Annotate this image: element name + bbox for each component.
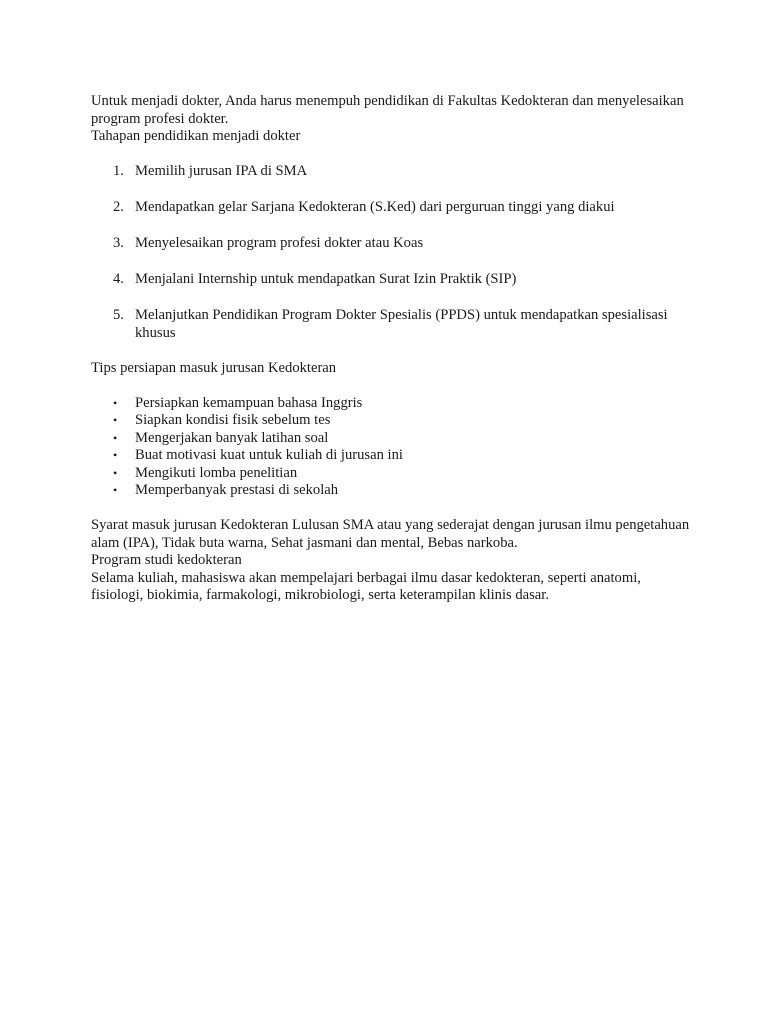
list-item-text: Siapkan kondisi fisik sebelum tes [135,412,331,428]
list-item-text: Memilih jurusan IPA di SMA [135,163,308,179]
list-item-text: Buat motivasi kuat untuk kuliah di jurusan ini [135,447,403,463]
spacer [91,377,691,395]
list-item-text: Mengerjakan banyak latihan soal [135,429,329,446]
list-item [91,199,691,217]
list-item [91,447,691,465]
list-item-text: Mengikuti lomba penelitian [135,464,298,481]
list-number: 1. [113,163,124,179]
list-number: 5. [113,307,124,323]
list-item-text: Memperbanyak prestasi di sekolah [135,482,339,498]
document-page [91,93,691,605]
list-number: 4. [113,271,124,287]
bullet-icon: • [113,448,118,462]
list-item [91,307,691,342]
list-item [91,482,691,500]
steps-heading: Tahapan pendidikan menjadi dokter [91,128,301,144]
list-item-text: Menjalani Internship untuk mendapatkan Surat Izin Praktik (SIP) [135,271,517,287]
list-item-text: Melanjutkan Pendidikan Program Dokter Spesialis (PPDS) untuk mendapatkan spesialisasi khusus [135,307,668,341]
list-item-text: Menyelesaikan program profesi dokter atau Koas [135,235,424,251]
bullet-icon: • [113,465,118,480]
program-heading: Program studi kedokteran [91,552,242,568]
program-paragraph: Selama kuliah, mahasiswa akan mempelajari berbagai ilmu dasar kedokteran, seperti anatomi, fisiologi, biokimia, farmakologi, mikrobiologi, serta keterampilan klinis dasar. [91,569,641,603]
list-number: 2. [113,199,124,215]
bullet-icon: • [113,413,118,427]
steps-list [91,163,691,342]
list-item [91,235,691,253]
list-item [91,163,691,181]
tips-list [91,395,691,500]
list-item [91,395,691,413]
list-item [91,465,691,483]
list-item-text: Mendapatkan gelar Sarjana Kedokteran (S.Ked) dari perguruan tinggi yang diakui [135,199,615,215]
tips-heading: Tips persiapan masuk jurusan Kedokteran [91,359,337,376]
intro-paragraph: Untuk menjadi dokter, Anda harus menempuh pendidikan di Fakultas Kedokteran dan menyelesaikan program profesi dokter. [91,93,684,127]
list-item-text: Persiapkan kemampuan bahasa Inggris [135,394,363,411]
bullet-icon: • [113,395,118,410]
list-item [91,271,691,289]
requirements-paragraph: Syarat masuk jurusan Kedokteran Lulusan SMA atau yang sederajat dengan jurusan ilmu pengetahuan alam (IPA), Tidak buta warna, Sehat jasmani dan mental, Bebas narkoba. [91,517,690,551]
list-item [91,430,691,448]
list-number: 3. [113,235,124,251]
bullet-icon: • [113,430,118,445]
bullet-icon: • [113,483,118,497]
spacer [91,146,691,164]
list-item [91,412,691,430]
